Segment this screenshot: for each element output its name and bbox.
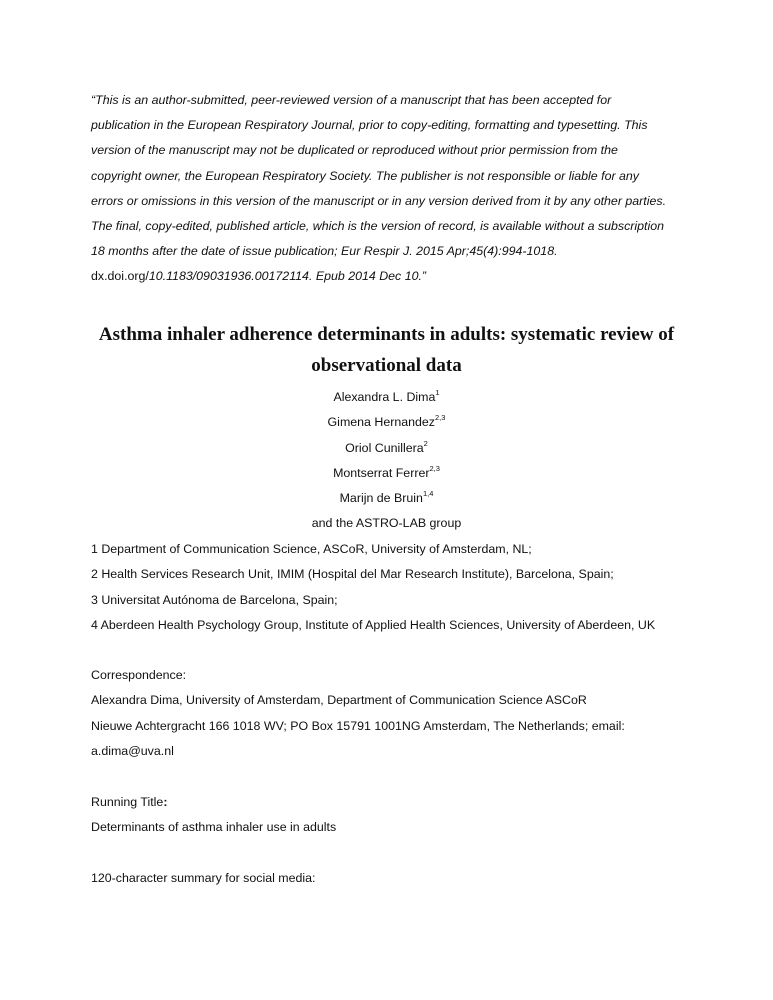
affiliation: 3 Universitat Autónoma de Barcelona, Spain; [91, 592, 338, 607]
paper-title-line-1: Asthma inhaler adherence determinants in adults: systematic review of [98, 324, 675, 345]
disclaimer-line: “This is an author-submitted, peer-reviewed version of a manuscript that has been accepted for [91, 93, 612, 107]
paper-title-line-2: observational data [311, 355, 462, 376]
correspondence-label: Correspondence: [91, 668, 187, 682]
affiliation-list [91, 537, 655, 638]
author [0, 410, 773, 435]
author-affiliation-sup: 1 [435, 388, 440, 397]
doi-prefix: dx.doi.org/ [91, 269, 149, 284]
author [0, 436, 773, 461]
author-name: Alexandra L. Dima [333, 390, 436, 404]
correspondence-email: a.dima@uva.nl [91, 743, 174, 758]
publisher-disclaimer [91, 88, 691, 290]
disclaimer-line: publication in the European Respiratory Journal, prior to copy-editing, formatting and typesetting. This [91, 118, 648, 133]
doi-rest: 10.1183/09031936.00172114. Epub 2014 Dec 10.” [148, 269, 427, 284]
running-title-label-text: Running Title [91, 795, 164, 809]
running-title-value: Determinants of asthma inhaler use in adults [91, 820, 337, 835]
disclaimer-line: errors or omissions in this version of the manuscript or in any version derived from it by any other parties. [91, 193, 667, 208]
author-name: Montserrat Ferrer [333, 465, 430, 480]
affiliation: 4 Aberdeen Health Psychology Group, Institute of Applied Health Sciences, University of Aberdeen, UK [91, 617, 656, 632]
author [0, 486, 773, 511]
running-title-label [91, 790, 336, 815]
social-summary-section [91, 866, 316, 891]
author-name: Oriol Cunillera [345, 440, 424, 455]
correspondence-address-line-2: Nieuwe Achtergracht 166 1018 WV; PO Box 15791 1001NG Amsterdam, The Netherlands; email: [91, 718, 625, 733]
affiliation: 2 Health Services Research Unit, IMIM (Hospital del Mar Research Institute), Barcelona, Spain; [91, 567, 614, 582]
author-affiliation-sup: 1,4 [422, 489, 434, 499]
author [0, 385, 773, 410]
disclaimer-doi-line [91, 264, 691, 289]
author-affiliation-sup: 2,3 [435, 413, 446, 423]
disclaimer-line: The final, copy-edited, published article, which is the version of record, is available without a subscription [91, 219, 665, 234]
author [0, 461, 773, 486]
affiliation: 1 Department of Communication Science, ASCoR, University of Amsterdam, NL; [91, 542, 532, 556]
social-summary-label: 120-character summary for social media: [91, 871, 316, 885]
paper-title [0, 319, 773, 381]
running-title-colon: : [163, 795, 168, 809]
author-name: Gimena Hernandez [327, 415, 435, 430]
correspondence-address-line-1: Alexandra Dima, University of Amsterdam, Department of Communication Science ASCoR [91, 693, 587, 708]
disclaimer-line: version of the manuscript may not be duplicated or reproduced without prior permission from the [91, 143, 618, 158]
author-affiliation-sup: 2 [423, 438, 428, 448]
author-name: Marijn de Bruin [339, 491, 423, 506]
running-title-section [91, 790, 336, 841]
correspondence-section [91, 663, 625, 764]
disclaimer-line: copyright owner, the European Respiratory Society. The publisher is not responsible or liable for any [91, 168, 640, 183]
author-affiliation-sup: 2,3 [429, 463, 440, 473]
disclaimer-line: 18 months after the date of issue publication; Eur Respir J. 2015 Apr;45(4):994-1018. [91, 244, 558, 259]
author-group: and the ASTRO-LAB group [311, 516, 462, 531]
author-list [0, 385, 773, 537]
